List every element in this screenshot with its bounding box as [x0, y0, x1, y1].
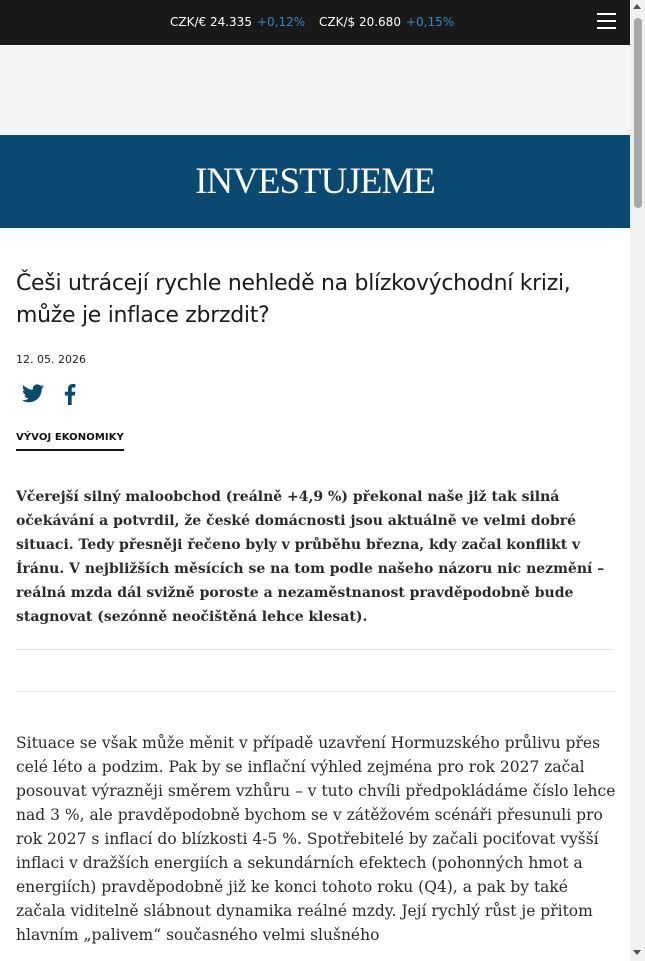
- ticker-eur-value: CZK/€ 24.335: [170, 15, 252, 29]
- ad-space: [0, 45, 630, 135]
- article-date: 12. 05. 2026: [16, 353, 86, 366]
- facebook-icon[interactable]: [64, 384, 76, 410]
- scroll-up-arrow-icon[interactable]: [633, 4, 641, 9]
- article-perex: Včerejší silný maloobchod (reálně +4,9 %) překonal naše již tak silná očekávání a potvrdil, že české domácnosti jsou aktuálně ve velmi dobré situaci. Tedy přesněji řečeno byly v průběhu března, kdy začal konflikt v Íránu. V nejbližších měsících se na tom podle našeho názoru nic nezmění – reálná mzda dál svižně poroste a nezaměstnanost pravděpodobně bude stagnovat (sezónně neočištěná lehce klesat).: [16, 485, 614, 650]
- currency-ticker-bar: [0, 0, 630, 45]
- article: [0, 268, 630, 947]
- ticker-usd-change: +0,15%: [405, 15, 455, 29]
- scrollbar-thumb[interactable]: [634, 18, 642, 208]
- article-title: Češi utrácejí rychle nehledě na blízkovýchodní krizi, může je inflace zbrzdit?: [16, 271, 571, 328]
- ticker-eur: [170, 15, 305, 29]
- twitter-icon[interactable]: [22, 384, 44, 408]
- share-buttons: [16, 382, 614, 412]
- hamburger-menu-icon[interactable]: [597, 13, 616, 30]
- article-body: Situace se však může měnit v případě uzavření Hormuzského průlivu přes celé léto a podzim. Pak by se inflační výhled zejména pro rok 2027 začal posouvat výrazněji směrem vzhůru – v tuto chvíli předpokládáme číslo lehce nad 3 %, ale pravděpodobně bychom se v zátěžovém scénáři přesunuli pro rok 2027 s inflací do blízkosti 4-5 %. Spotřebitelé by začali pociťovat vyšší inflaci v dražších energiích a sekundárních efektech (pohonných hmot a energiích) pravděpodobně již ke konci tohoto roku (Q4), a pak by také začala viditelně slábnout dynamika reálné mzdy. Její rychlý růst je přitom hlavním „palivem“ současného velmi slušného: [16, 734, 616, 944]
- category-tag[interactable]: VÝVOJ EKONOMIKY: [16, 432, 124, 451]
- section-divider: [16, 650, 614, 692]
- ticker-usd: [319, 15, 454, 29]
- ticker-eur-change: +0,12%: [256, 15, 306, 29]
- scrollbar[interactable]: [630, 0, 645, 961]
- ticker-usd-value: CZK/$ 20.680: [319, 15, 401, 29]
- brand-logo-text[interactable]: INVESTUJEME: [195, 161, 435, 202]
- scroll-down-arrow-icon[interactable]: [633, 950, 641, 955]
- brand-header[interactable]: [0, 135, 630, 228]
